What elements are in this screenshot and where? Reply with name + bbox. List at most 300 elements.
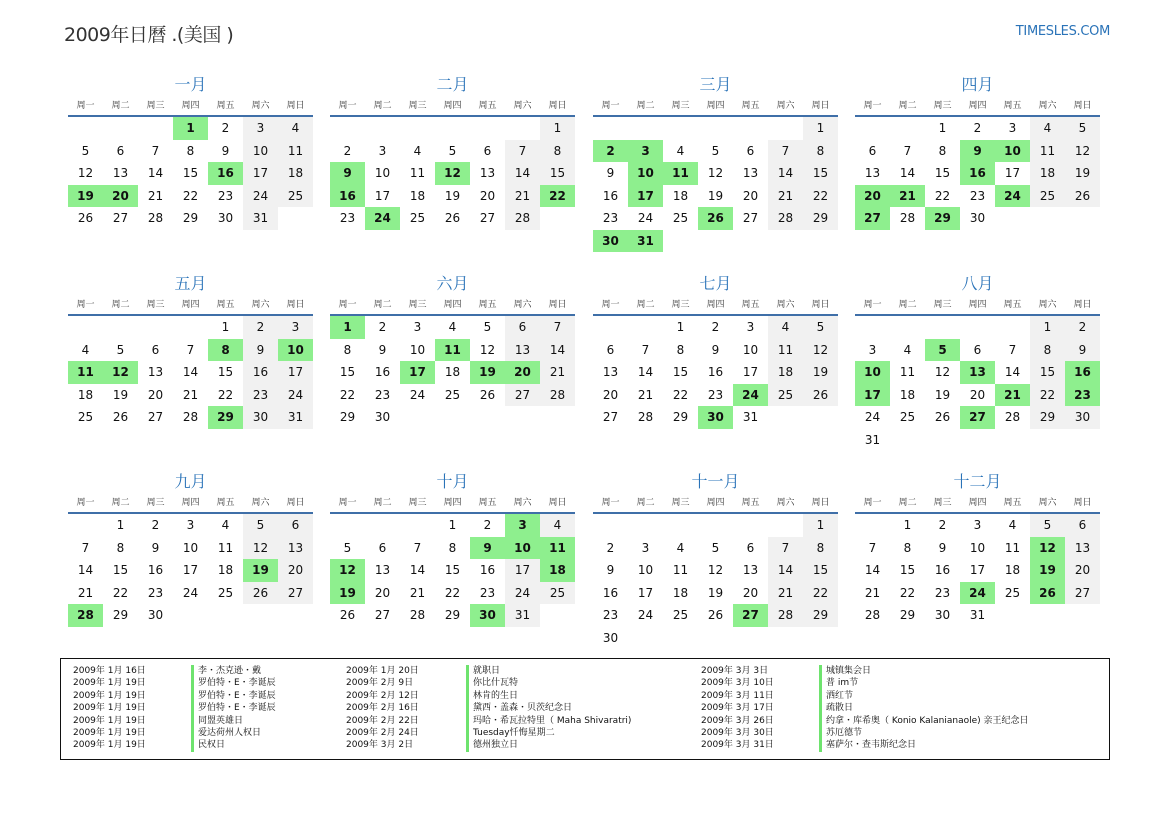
day-cell: 15 <box>1030 361 1065 384</box>
day-cell: 21 <box>864 585 881 600</box>
day-cell: 10 <box>969 540 986 555</box>
holiday-date: 2009年 1月 20日 <box>346 666 419 676</box>
day-cell: 11 <box>1030 140 1065 163</box>
day-cell: 17 <box>742 365 759 379</box>
day-cell: 14 <box>182 365 199 379</box>
holiday-entry <box>346 727 631 739</box>
holiday-day-cell: 19 <box>330 582 365 605</box>
holiday-entry <box>701 702 1029 714</box>
day-cell: 23 <box>934 585 951 600</box>
page-title: 2009年日曆 .(美国 ) <box>64 24 234 46</box>
day-cell: 29 <box>339 410 356 424</box>
day-cell: 3 <box>278 316 313 339</box>
day-cell: 30 <box>374 410 391 424</box>
day-cell: 19 <box>112 387 129 402</box>
weekday-label: 周五 <box>478 300 497 310</box>
weekday-label: 周三 <box>146 498 165 508</box>
day-cell: 21 <box>409 585 426 600</box>
weekday-header <box>330 99 575 117</box>
holiday-day-cell: 16 <box>208 162 243 185</box>
empty-cell <box>628 514 663 537</box>
weekday-header <box>855 99 1100 117</box>
day-cell: 8 <box>903 540 912 555</box>
weekday-label: 周四 <box>968 300 987 310</box>
day-cell: 19 <box>934 387 951 402</box>
day-cell: 2 <box>151 518 160 532</box>
empty-cell <box>68 514 103 537</box>
weekday-header <box>68 496 313 514</box>
day-cell: 7 <box>768 537 803 560</box>
day-cell: 24 <box>243 185 278 208</box>
day-cell: 5 <box>1065 117 1100 140</box>
day-cell: 31 <box>505 604 540 627</box>
day-grid <box>593 514 838 649</box>
day-cell: 23 <box>147 585 164 600</box>
day-cell: 5 <box>711 143 720 158</box>
holiday-name: 德州独立日 <box>466 739 518 751</box>
day-cell: 4 <box>221 518 230 532</box>
month-name: 十二月 <box>953 472 1002 491</box>
holiday-day-cell: 30 <box>593 230 628 253</box>
day-cell: 20 <box>147 387 164 402</box>
holiday-column <box>73 665 276 752</box>
day-cell: 8 <box>803 140 838 163</box>
day-cell: 1 <box>116 518 125 532</box>
weekday-label: 周四 <box>968 498 987 508</box>
day-cell: 2 <box>606 540 615 555</box>
weekday-label: 周三 <box>933 300 952 310</box>
day-cell: 30 <box>243 406 278 429</box>
day-cell: 4 <box>903 342 912 357</box>
day-cell: 14 <box>505 162 540 185</box>
weekday-label: 周一 <box>76 498 95 508</box>
holiday-day-cell: 18 <box>540 559 575 582</box>
weekday-label: 周五 <box>478 498 497 508</box>
empty-cell <box>138 117 173 140</box>
day-cell: 11 <box>217 540 234 555</box>
day-cell: 14 <box>409 563 426 577</box>
holiday-day-cell: 29 <box>208 406 243 429</box>
empty-cell <box>995 316 1030 339</box>
holiday-day-cell: 24 <box>733 384 768 407</box>
month-1 <box>68 74 313 230</box>
weekday-label: 周一 <box>863 101 882 111</box>
empty-cell <box>768 514 803 537</box>
weekday-header <box>593 99 838 117</box>
day-cell: 3 <box>186 518 195 532</box>
day-cell: 31 <box>278 406 313 429</box>
day-cell: 2 <box>378 320 387 334</box>
day-cell: 22 <box>803 582 838 605</box>
day-cell: 26 <box>444 211 461 225</box>
day-cell: 14 <box>768 559 803 582</box>
month-3 <box>593 74 838 252</box>
day-cell: 12 <box>243 537 278 560</box>
holiday-date: 2009年 1月 16日 <box>73 666 146 676</box>
day-cell: 28 <box>768 604 803 627</box>
day-cell: 13 <box>864 166 881 180</box>
day-cell: 12 <box>707 563 724 577</box>
empty-cell <box>68 316 103 339</box>
day-cell: 15 <box>803 559 838 582</box>
weekday-label: 周二 <box>898 101 917 111</box>
weekday-label: 周日 <box>811 300 830 310</box>
day-cell: 28 <box>864 608 881 622</box>
holiday-day-cell: 30 <box>470 604 505 627</box>
day-cell: 18 <box>444 365 461 379</box>
empty-cell <box>628 316 663 339</box>
day-cell: 5 <box>343 540 352 555</box>
day-cell: 23 <box>374 387 391 402</box>
day-cell: 12 <box>1065 140 1100 163</box>
day-cell: 16 <box>374 365 391 379</box>
holiday-date: 2009年 2月 12日 <box>346 690 419 701</box>
weekday-label: 周六 <box>513 300 532 310</box>
day-cell: 14 <box>540 339 575 362</box>
weekday-label: 周五 <box>216 101 235 111</box>
day-cell: 9 <box>1065 339 1100 362</box>
day-cell: 4 <box>768 316 803 339</box>
empty-cell <box>365 514 400 537</box>
weekday-label: 周日 <box>811 498 830 508</box>
day-cell: 25 <box>409 211 426 225</box>
month-10 <box>330 471 575 627</box>
day-cell: 6 <box>746 143 755 158</box>
holiday-name: 洒红节 <box>819 690 853 702</box>
day-cell: 27 <box>479 211 496 225</box>
holiday-name: 罗伯特・E・李诞辰 <box>191 677 276 689</box>
holiday-name: 塞萨尔・查韦斯纪念日 <box>819 739 916 751</box>
day-cell: 23 <box>969 188 986 203</box>
holiday-day-cell: 24 <box>365 207 400 230</box>
day-cell: 4 <box>81 342 90 357</box>
day-grid <box>68 117 313 230</box>
day-cell: 11 <box>278 140 313 163</box>
month-5 <box>68 273 313 429</box>
holiday-day-cell: 10 <box>855 361 890 384</box>
day-cell: 29 <box>182 211 199 225</box>
day-cell: 10 <box>742 342 759 357</box>
day-cell: 3 <box>243 117 278 140</box>
day-cell: 30 <box>147 608 164 622</box>
day-cell: 13 <box>147 365 164 379</box>
day-cell: 23 <box>339 211 356 225</box>
weekday-label: 周六 <box>776 498 795 508</box>
day-cell: 20 <box>742 188 759 203</box>
holiday-name: 罗伯特・E・李诞辰 <box>191 690 276 702</box>
holiday-name: 爱达荷州人权日 <box>191 727 261 739</box>
empty-cell <box>733 117 768 140</box>
day-cell: 7 <box>81 540 90 555</box>
day-cell: 26 <box>339 608 356 622</box>
day-grid <box>855 316 1100 451</box>
day-cell: 21 <box>637 387 654 402</box>
day-cell: 7 <box>903 143 912 158</box>
weekday-label: 周四 <box>443 101 462 111</box>
day-cell: 4 <box>676 540 685 555</box>
day-cell: 13 <box>479 166 496 180</box>
day-cell: 25 <box>278 185 313 208</box>
holiday-entry <box>346 690 631 702</box>
day-cell: 3 <box>378 143 387 158</box>
day-cell: 22 <box>444 585 461 600</box>
day-cell: 18 <box>672 188 689 203</box>
day-cell: 7 <box>413 540 422 555</box>
day-cell: 25 <box>1030 185 1065 208</box>
empty-cell <box>663 514 698 537</box>
empty-cell <box>400 117 435 140</box>
day-cell: 7 <box>151 143 160 158</box>
day-cell: 12 <box>707 166 724 180</box>
day-cell: 7 <box>540 316 575 339</box>
month-6 <box>330 273 575 429</box>
day-cell: 12 <box>803 339 838 362</box>
day-cell: 8 <box>938 143 947 158</box>
day-cell: 24 <box>505 582 540 605</box>
day-cell: 8 <box>803 537 838 560</box>
day-cell: 27 <box>602 410 619 424</box>
empty-cell <box>330 514 365 537</box>
holiday-date: 2009年 1月 19日 <box>73 678 146 689</box>
weekday-label: 周日 <box>548 498 567 508</box>
day-cell: 20 <box>479 188 496 203</box>
holiday-name: 就职日 <box>466 665 500 677</box>
day-cell: 20 <box>602 387 619 402</box>
weekday-header <box>855 496 1100 514</box>
day-cell: 5 <box>116 342 125 357</box>
day-cell: 30 <box>934 608 951 622</box>
day-cell: 6 <box>378 540 387 555</box>
holiday-entry <box>346 702 631 714</box>
day-cell: 4 <box>448 320 457 334</box>
day-cell: 3 <box>413 320 422 334</box>
day-cell: 16 <box>934 563 951 577</box>
empty-cell <box>855 117 890 140</box>
weekday-label: 周三 <box>671 101 690 111</box>
holiday-day-cell: 17 <box>855 384 890 407</box>
day-cell: 21 <box>182 387 199 402</box>
weekday-label: 周六 <box>1038 101 1057 111</box>
day-cell: 12 <box>934 365 951 379</box>
day-cell: 11 <box>899 365 916 379</box>
day-cell: 28 <box>637 410 654 424</box>
day-cell: 18 <box>1004 563 1021 577</box>
holiday-name: 黛西・盖森・贝茨纪念日 <box>466 702 572 714</box>
weekday-label: 周三 <box>408 498 427 508</box>
day-cell: 9 <box>938 540 947 555</box>
holiday-day-cell: 23 <box>1065 384 1100 407</box>
weekday-label: 周三 <box>146 300 165 310</box>
empty-cell <box>925 316 960 339</box>
day-cell: 2 <box>1065 316 1100 339</box>
day-cell: 10 <box>182 540 199 555</box>
empty-cell <box>365 117 400 140</box>
day-cell: 2 <box>221 121 230 135</box>
empty-cell <box>505 117 540 140</box>
day-cell: 9 <box>221 143 230 158</box>
day-cell: 1 <box>1030 316 1065 339</box>
day-cell: 2 <box>483 518 492 532</box>
holiday-day-cell: 29 <box>925 207 960 230</box>
day-cell: 27 <box>112 211 129 225</box>
day-cell: 1 <box>803 514 838 537</box>
day-cell: 23 <box>479 585 496 600</box>
weekday-label: 周五 <box>478 101 497 111</box>
holiday-list <box>60 658 1110 760</box>
day-cell: 7 <box>768 140 803 163</box>
day-cell: 24 <box>637 608 654 622</box>
day-cell: 14 <box>864 563 881 577</box>
day-cell: 13 <box>505 339 540 362</box>
weekday-header <box>593 298 838 316</box>
day-cell: 25 <box>672 608 689 622</box>
weekday-header <box>593 496 838 514</box>
weekday-label: 周一 <box>601 498 620 508</box>
day-cell: 21 <box>147 188 164 203</box>
weekday-label: 周二 <box>111 300 130 310</box>
holiday-day-cell: 11 <box>435 339 470 362</box>
day-cell: 15 <box>803 162 838 185</box>
day-cell: 18 <box>77 387 94 402</box>
holiday-name: 城镇集会日 <box>819 665 871 677</box>
weekday-label: 周一 <box>601 300 620 310</box>
day-cell: 1 <box>903 518 912 532</box>
day-cell: 15 <box>217 365 234 379</box>
day-cell: 10 <box>637 563 654 577</box>
day-cell: 20 <box>374 585 391 600</box>
empty-cell <box>855 514 890 537</box>
day-cell: 5 <box>448 143 457 158</box>
holiday-day-cell: 8 <box>208 339 243 362</box>
holiday-entry <box>346 715 631 727</box>
day-cell: 3 <box>746 320 755 334</box>
day-cell: 5 <box>803 316 838 339</box>
day-cell: 23 <box>602 608 619 622</box>
weekday-header <box>68 99 313 117</box>
day-cell: 8 <box>540 140 575 163</box>
day-cell: 2 <box>343 143 352 158</box>
holiday-entry <box>73 665 276 677</box>
holiday-entry <box>701 715 1029 727</box>
day-cell: 5 <box>711 540 720 555</box>
day-grid <box>330 316 575 429</box>
holiday-day-cell: 11 <box>540 537 575 560</box>
day-cell: 5 <box>483 320 492 334</box>
day-grid <box>68 514 313 627</box>
day-cell: 22 <box>339 387 356 402</box>
weekday-label: 周一 <box>601 101 620 111</box>
day-cell: 17 <box>637 585 654 600</box>
day-cell: 14 <box>899 166 916 180</box>
day-cell: 1 <box>448 518 457 532</box>
weekday-label: 周四 <box>181 498 200 508</box>
holiday-day-cell: 10 <box>628 162 663 185</box>
holiday-name: 李・杰克逊・戴 <box>191 665 261 677</box>
day-cell: 28 <box>540 384 575 407</box>
day-cell: 4 <box>278 117 313 140</box>
day-cell: 17 <box>182 563 199 577</box>
day-cell: 17 <box>505 559 540 582</box>
holiday-day-cell: 24 <box>960 582 995 605</box>
day-cell: 26 <box>77 211 94 225</box>
empty-cell <box>698 117 733 140</box>
day-cell: 21 <box>768 582 803 605</box>
empty-cell <box>470 117 505 140</box>
day-cell: 15 <box>934 166 951 180</box>
weekday-label: 周三 <box>408 101 427 111</box>
day-cell: 28 <box>505 207 540 230</box>
day-cell: 23 <box>217 188 234 203</box>
holiday-date: 2009年 2月 16日 <box>346 703 419 714</box>
month-name: 九月 <box>174 472 207 491</box>
month-name: 十一月 <box>691 472 740 491</box>
day-grid <box>330 514 575 627</box>
day-cell: 14 <box>1004 365 1021 379</box>
empty-cell <box>960 316 995 339</box>
day-cell: 18 <box>409 188 426 203</box>
site-link[interactable]: TIMESLES.COM <box>1015 24 1110 39</box>
day-cell: 2 <box>711 320 720 334</box>
day-cell: 17 <box>243 162 278 185</box>
empty-cell <box>593 117 628 140</box>
month-11 <box>593 471 838 649</box>
weekday-label: 周二 <box>898 300 917 310</box>
month-7 <box>593 273 838 429</box>
weekday-label: 周四 <box>181 300 200 310</box>
holiday-date: 2009年 1月 19日 <box>73 715 146 726</box>
day-cell: 16 <box>243 361 278 384</box>
weekday-label: 周三 <box>671 300 690 310</box>
weekday-label: 周一 <box>76 300 95 310</box>
day-cell: 27 <box>505 384 540 407</box>
day-cell: 28 <box>1004 410 1021 424</box>
day-cell: 25 <box>217 585 234 600</box>
holiday-name: 你比什瓦特 <box>466 677 518 689</box>
weekday-label: 周日 <box>548 300 567 310</box>
day-cell: 12 <box>479 342 496 357</box>
day-cell: 6 <box>278 514 313 537</box>
day-cell: 20 <box>969 387 986 402</box>
day-grid <box>593 316 838 429</box>
empty-cell <box>890 117 925 140</box>
day-cell: 31 <box>243 207 278 230</box>
holiday-entry <box>346 739 631 751</box>
month-12 <box>855 471 1100 627</box>
day-cell: 7 <box>1008 342 1017 357</box>
weekday-label: 周六 <box>251 498 270 508</box>
day-cell: 6 <box>746 540 755 555</box>
day-cell: 3 <box>868 342 877 357</box>
holiday-date: 2009年 1月 19日 <box>73 690 146 701</box>
day-cell: 9 <box>243 339 278 362</box>
holiday-day-cell: 27 <box>960 406 995 429</box>
day-cell: 19 <box>444 188 461 203</box>
empty-cell <box>435 117 470 140</box>
empty-cell <box>68 117 103 140</box>
holiday-day-cell: 22 <box>540 185 575 208</box>
day-cell: 18 <box>768 361 803 384</box>
day-cell: 26 <box>934 410 951 424</box>
holiday-entry <box>701 665 1029 677</box>
holiday-date: 2009年 1月 19日 <box>73 740 146 751</box>
day-cell: 15 <box>672 365 689 379</box>
holiday-day-cell: 24 <box>995 185 1030 208</box>
weekday-label: 周三 <box>146 101 165 111</box>
weekday-label: 周四 <box>706 498 725 508</box>
holiday-day-cell: 20 <box>505 361 540 384</box>
holiday-date: 2009年 3月 3日 <box>701 666 769 676</box>
holiday-name: 疏散日 <box>819 702 853 714</box>
